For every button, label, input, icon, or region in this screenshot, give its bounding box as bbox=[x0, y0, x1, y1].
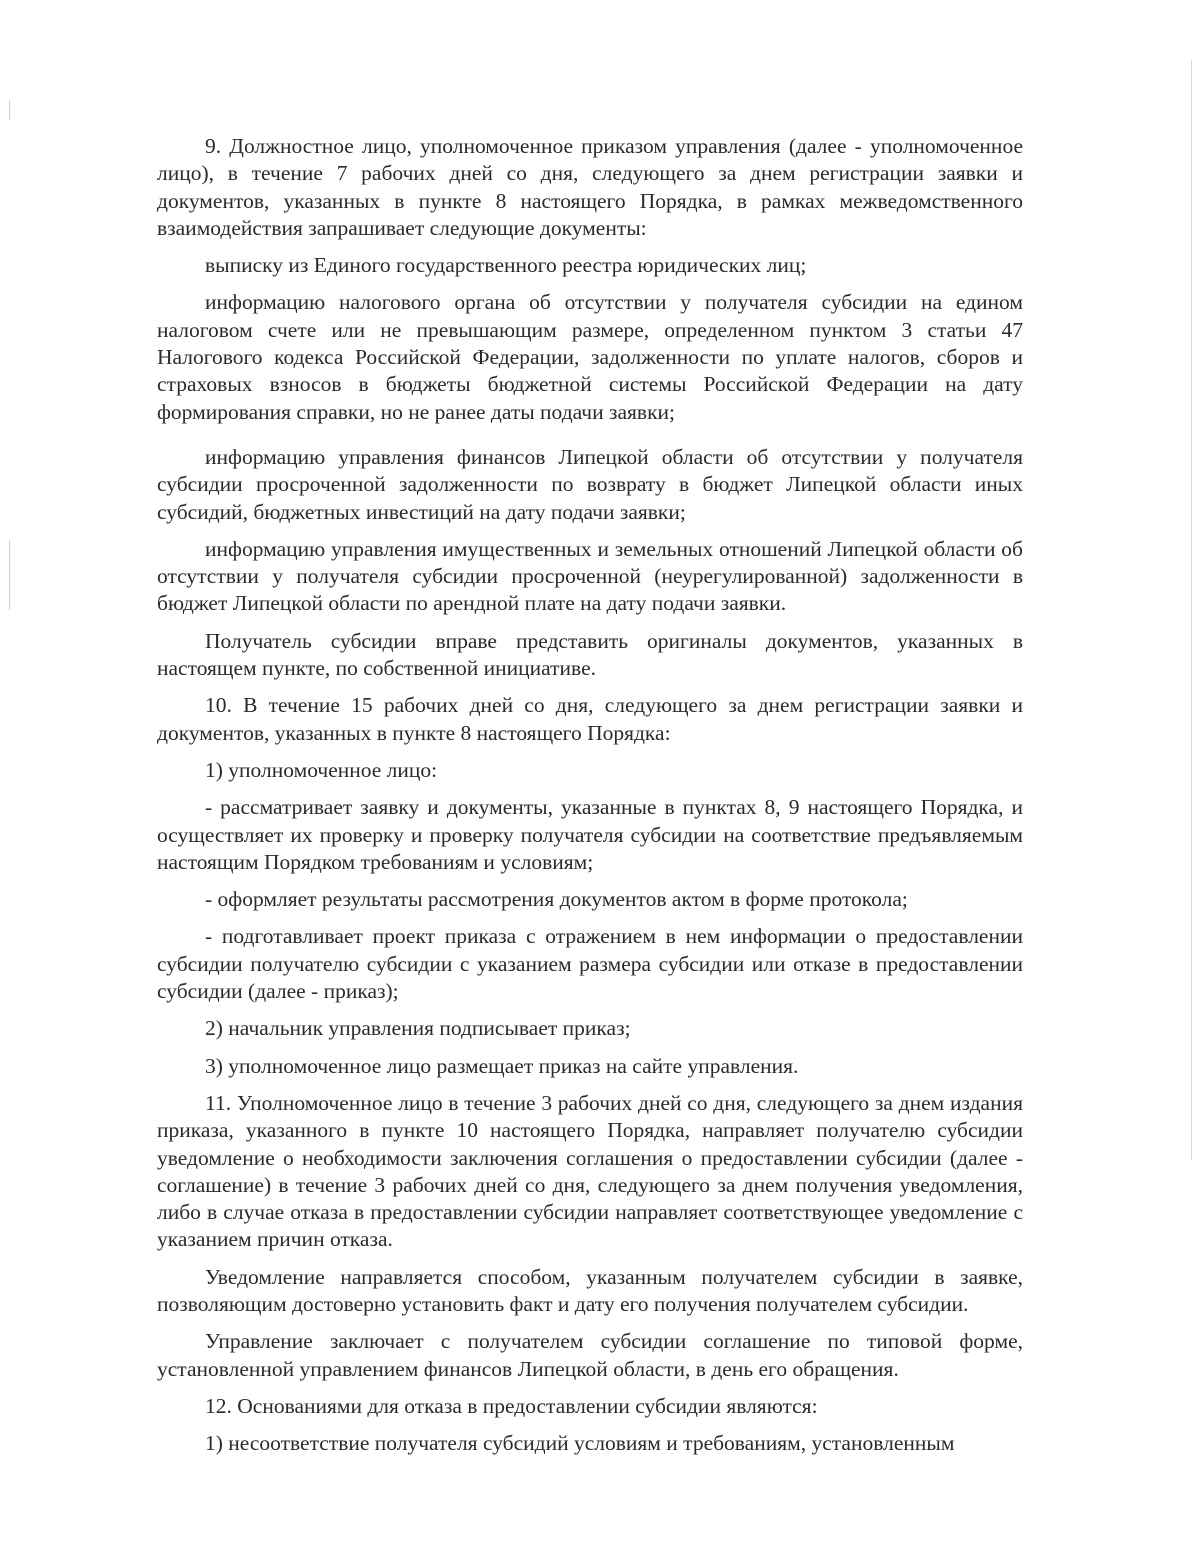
paragraph: Получатель субсидии вправе представить оригиналы документов, указанных в настоящем пункте, по собственной инициативе. bbox=[157, 628, 1023, 681]
scan-edge-mark bbox=[9, 540, 10, 610]
paragraph-subitem: - рассматривает заявку и документы, указанные в пунктах 8, 9 настоящего Порядка, и осуществляет их проверку и проверку получателя субсидии на соответствие предъявляемым настоящим Порядком требованиям и условиям; bbox=[157, 795, 1023, 874]
paragraph-10: 10. В течение 15 рабочих дней со дня, следующего за днем регистрации заявки и документов, указанных в пункте 8 настоящего Порядка: bbox=[157, 693, 1023, 745]
paragraph-9: 9. Должностное лицо, уполномоченное приказом управления (далее - уполномоченное лицо), в течение 7 рабочих дней со дня, следующего за днем регистрации заявки и документов, указанных в пункте 8 настоящего Порядка, в рамках межведомственного взаимодействия запрашивает следующие документы: bbox=[157, 134, 1023, 240]
document-page bbox=[157, 133, 1023, 1457]
paragraph: Уведомление направляется способом, указанным получателем субсидии в заявке, позволяющим достоверно установить факт и дату его получения получателем субсидии. bbox=[157, 1264, 1023, 1316]
paragraph-12: 12. Основаниями для отказа в предоставлении субсидии являются: bbox=[205, 1393, 818, 1418]
paragraph-subitem: - подготавливает проект приказа с отражением в нем информации о предоставлении субсидии получателю субсидии с указанием размера субсидии или отказе в предоставлении субсидии (далее - приказ); bbox=[157, 924, 1023, 1004]
paragraph-subitem: 2) начальник управления подписывает приказ; bbox=[205, 1016, 631, 1041]
paragraph-11: 11. Уполномоченное лицо в течение 3 рабочих дней со дня, следующего за днем издания приказа, указанного в пункте 10 настоящего Порядка, направляет получателю субсидии уведомление о необходимости заключения соглашения о предоставлении субсидии (далее - соглашение) в течение 3 рабочих дней со дня, следующего за днем получения уведомления, либо в случае отказа в предоставлении субсидии направляет соответствующее уведомление с указанием причин отказа. bbox=[157, 1090, 1023, 1252]
paragraph-list-item: выписку из Единого государственного реестра юридических лиц; bbox=[205, 253, 807, 278]
paragraph-list-item: информацию управления имущественных и земельных отношений Липецкой области об отсутствии у получателя субсидии просроченной (неурегулированной) задолженности в бюджет Липецкой области по арендной плате на дату подачи заявки. bbox=[157, 536, 1023, 616]
paragraph-subitem: 1) уполномоченное лицо: bbox=[205, 757, 438, 782]
paragraph-subitem: 1) несоответствие получателя субсидий условиям и требованиям, установленным bbox=[205, 1431, 955, 1456]
paragraph-list-item: информацию управления финансов Липецкой области об отсутствии у получателя субсидии просроченной задолженности по возврату в бюджет Липецкой области иных субсидий, бюджетных инвестиций на дату подачи заявки; bbox=[157, 444, 1023, 524]
scan-edge-mark bbox=[9, 100, 10, 120]
paragraph: Управление заключает с получателем субсидии соглашение по типовой форме, установленной управлением финансов Липецкой области, в день его обращения. bbox=[157, 1329, 1023, 1381]
paragraph-subitem: 3) уполномоченное лицо размещает приказ на сайте управления. bbox=[205, 1053, 799, 1078]
paragraph-list-item: информацию налогового органа об отсутствии у получателя субсидии на едином налоговом счете или не превышающим размере, определенном пунктом 3 статьи 47 Налогового кодекса Российской Федерации, задолженности по уплате налогов, сборов и страховых взносов в бюджеты бюджетной системы Российской Федерации на дату формирования справки, но не ранее даты подачи заявки; bbox=[157, 290, 1023, 424]
scan-edge-mark bbox=[1191, 60, 1192, 1160]
paragraph-subitem: - оформляет результаты рассмотрения документов актом в форме протокола; bbox=[205, 887, 908, 912]
